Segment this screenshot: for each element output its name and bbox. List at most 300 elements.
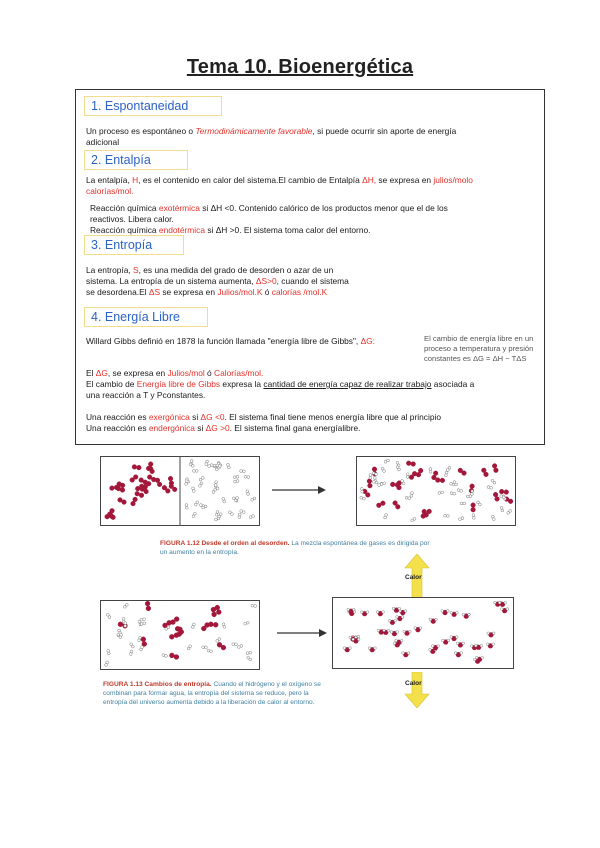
hydrogen-molecule: [123, 605, 126, 608]
oxygen-molecule: [201, 626, 206, 631]
grey-molecule: [246, 490, 249, 493]
grey-molecule: [242, 511, 245, 514]
water-hydrogen: [486, 643, 489, 646]
water-hydrogen: [366, 611, 369, 614]
grey-molecule: [222, 497, 225, 500]
oxygen-molecule: [146, 606, 151, 611]
water-hydrogen: [456, 611, 459, 614]
hydrogen-molecule: [187, 647, 190, 650]
grey-molecule: [215, 468, 218, 471]
water-hydrogen: [441, 610, 444, 613]
grey-molecule: [383, 470, 386, 473]
red-molecule: [110, 486, 115, 491]
grey-molecule: [373, 480, 376, 483]
section-heading-entalpia: 2. Entalpía: [84, 150, 188, 170]
hydrogen-molecule: [205, 646, 208, 649]
water-hydrogen: [376, 611, 379, 614]
water-hydrogen: [349, 636, 352, 639]
water-hydrogen: [398, 607, 401, 610]
water-hydrogen: [396, 616, 399, 619]
water-hydrogen: [435, 618, 438, 621]
grey-molecule: [487, 486, 490, 489]
grey-molecule: [502, 496, 505, 499]
grey-molecule: [223, 500, 226, 503]
hydrogen-molecule: [143, 618, 146, 621]
red-molecule: [132, 465, 137, 470]
hydrogen-molecule: [246, 652, 249, 655]
grey-molecule: [185, 504, 188, 507]
figure-1-13-caption: FIGURA 1.13 Cambios de entropía. Cuando el hidrógeno y el oxígeno se combinan para formar agua, la entropía del sistema se reduce, pero la entropía del universo aumenta debido a la liberación de calor al entorno.: [103, 681, 321, 706]
red-molecule: [135, 486, 140, 491]
red-molecule: [366, 493, 371, 498]
grey-molecule: [450, 492, 453, 495]
red-molecule: [168, 476, 173, 481]
oxygen-molecule: [145, 601, 150, 606]
red-molecule: [495, 497, 500, 502]
hydrogen-molecule: [251, 604, 254, 607]
water-hydrogen: [462, 613, 465, 616]
grey-molecule: [380, 483, 383, 486]
water-hydrogen: [404, 610, 407, 613]
water-hydrogen: [352, 638, 355, 641]
grey-molecule: [360, 496, 363, 499]
grey-molecule: [492, 518, 495, 521]
water-hydrogen: [368, 647, 371, 650]
red-molecule: [471, 503, 476, 508]
water-hydrogen: [470, 645, 473, 648]
grey-molecule: [191, 465, 194, 468]
grey-molecule: [405, 496, 408, 499]
hydrogen-molecule: [139, 636, 142, 639]
grey-molecule: [384, 516, 387, 519]
red-molecule: [122, 500, 127, 505]
water-hydrogen: [396, 631, 399, 634]
grey-molecule: [410, 494, 413, 497]
water-hydrogen: [481, 656, 484, 659]
red-molecule: [432, 475, 437, 480]
entalpia-reactions: Reacción química exotérmica si ΔH <0. Contenido calórico de los productos menor que el de los reactivos. Libera calor. Reacción química endotérmica si ΔH >0. El sistema toma calor del entorno.: [90, 203, 448, 235]
grey-molecule: [240, 470, 243, 473]
grey-molecule: [438, 492, 441, 495]
water-hydrogen: [347, 608, 350, 611]
grey-molecule: [192, 487, 195, 490]
water-hydrogen: [506, 608, 509, 611]
water-hydrogen: [494, 601, 497, 604]
grey-molecule: [185, 506, 188, 509]
heat-label-up: Calor: [405, 574, 422, 581]
oxygen-molecule: [163, 623, 168, 628]
grey-molecule: [228, 466, 231, 469]
hydrogen-molecule: [107, 649, 110, 652]
hydrogen-molecule: [120, 633, 123, 636]
hydrogen-molecule: [237, 646, 240, 649]
red-molecule: [508, 499, 513, 504]
hydrogen-molecule: [138, 639, 141, 642]
grey-molecule: [493, 481, 496, 484]
grey-molecule: [429, 470, 432, 473]
water-hydrogen: [343, 647, 346, 650]
red-molecule: [133, 497, 138, 502]
water-hydrogen: [414, 627, 417, 630]
water-hydrogen: [429, 618, 432, 621]
page-title: Tema 10. Bioenergética: [186, 56, 414, 78]
oxygen-molecule: [170, 653, 175, 658]
grey-molecule: [233, 476, 236, 479]
red-molecule: [471, 507, 476, 512]
water-hydrogen: [462, 642, 465, 645]
energia-libre-gibbs: Willard Gibbs definió en 1878 la función llamada "energía libre de Gibbs", ΔG:: [86, 336, 376, 346]
red-molecule: [139, 493, 144, 498]
hydrogen-molecule: [124, 625, 127, 628]
grey-molecule: [375, 473, 378, 476]
hydrogen-molecule: [232, 643, 235, 646]
water-hydrogen: [475, 644, 478, 647]
grey-molecule: [459, 518, 462, 521]
red-molecule: [492, 464, 497, 469]
hydrogen-molecule: [117, 633, 120, 636]
water-hydrogen: [393, 642, 396, 645]
water-hydrogen: [374, 647, 377, 650]
grey-molecule: [450, 482, 453, 485]
grey-molecule: [471, 493, 474, 496]
grey-molecule: [199, 484, 202, 487]
red-molecule: [166, 489, 171, 494]
hydrogen-molecule: [249, 658, 252, 661]
oxygen-molecule: [212, 612, 217, 617]
red-molecule: [396, 505, 401, 510]
red-molecule: [169, 481, 174, 486]
grey-molecule: [408, 497, 411, 500]
grey-molecule: [213, 464, 216, 467]
red-molecule: [494, 468, 499, 473]
water-hydrogen: [450, 636, 453, 639]
water-hydrogen: [399, 610, 402, 613]
red-molecule: [433, 471, 438, 476]
grey-molecule: [208, 465, 211, 468]
water-hydrogen: [442, 639, 445, 642]
hydrogen-molecule: [216, 640, 219, 643]
grey-molecule: [384, 460, 387, 463]
grey-molecule: [361, 490, 364, 493]
gibbs-equation-note: El cambio de energía libre en un proceso a temperatura y presión constantes es ΔG = ΔH − TΔS: [424, 334, 534, 363]
grey-molecule: [445, 471, 448, 474]
red-molecule: [422, 509, 427, 514]
water-hydrogen: [407, 652, 410, 655]
grey-molecule: [373, 477, 376, 480]
oxygen-molecule: [221, 645, 226, 650]
oxygen-molecule: [178, 627, 183, 632]
grey-molecule: [360, 487, 363, 490]
grey-molecule: [195, 470, 198, 473]
red-molecule: [411, 462, 416, 467]
red-molecule: [150, 469, 155, 474]
red-molecule: [117, 482, 122, 487]
water-hydrogen: [377, 629, 380, 632]
oxygen-molecule: [177, 632, 182, 637]
grey-molecule: [215, 481, 218, 484]
red-molecule: [395, 483, 400, 488]
water-hydrogen: [487, 632, 490, 635]
grey-molecule: [471, 490, 474, 493]
hydrogen-molecule: [129, 653, 132, 656]
grey-molecule: [402, 482, 405, 485]
hydrogen-molecule: [105, 664, 108, 667]
figure-1-12-after: [356, 456, 516, 526]
grey-molecule: [215, 518, 218, 521]
grey-molecule: [463, 502, 466, 505]
section-heading-espontaneidad: 1. Espontaneidad: [84, 96, 222, 116]
grey-molecule: [231, 513, 234, 516]
hydrogen-molecule: [122, 617, 125, 620]
red-molecule: [144, 489, 149, 494]
red-molecule: [368, 483, 373, 488]
red-molecule: [440, 478, 445, 483]
grey-molecule: [202, 506, 205, 509]
grey-molecule: [185, 480, 188, 483]
grey-molecule: [238, 513, 241, 516]
figure-1-13-before: [100, 600, 260, 670]
grey-molecule: [251, 498, 254, 501]
oxygen-molecule: [171, 620, 176, 625]
grey-molecule: [216, 511, 219, 514]
red-molecule: [409, 475, 414, 480]
grey-molecule: [234, 499, 237, 502]
water-hydrogen: [456, 642, 459, 645]
water-hydrogen: [480, 644, 483, 647]
espontaneidad-text: Un proceso es espontáneo o Termodinámicamente favorable, si puede ocurrir sin aporte de energía adicional: [86, 126, 457, 147]
grey-molecule: [375, 481, 378, 484]
grey-molecule: [238, 516, 241, 519]
grey-molecule: [444, 514, 447, 517]
section-heading-entropia: 3. Entropía: [84, 235, 184, 255]
oxygen-molecule: [209, 622, 214, 627]
grey-molecule: [445, 474, 448, 477]
hydrogen-molecule: [140, 648, 143, 651]
water-hydrogen: [447, 639, 450, 642]
grey-molecule: [472, 517, 475, 520]
water-hydrogen: [394, 619, 397, 622]
water-hydrogen: [382, 611, 385, 614]
grey-molecule: [247, 493, 250, 496]
red-molecule: [390, 482, 395, 487]
red-molecule: [116, 486, 121, 491]
grey-molecule: [193, 470, 196, 473]
red-molecule: [372, 467, 377, 472]
oxygen-molecule: [174, 655, 179, 660]
water-hydrogen: [419, 627, 422, 630]
red-molecule: [111, 515, 116, 520]
hydrogen-molecule: [223, 625, 226, 628]
grey-molecule: [216, 464, 219, 467]
red-molecule: [418, 468, 423, 473]
grey-molecule: [490, 486, 493, 489]
water-hydrogen: [383, 629, 386, 632]
water-hydrogen: [390, 631, 393, 634]
grey-molecule: [215, 513, 218, 516]
oxygen-molecule: [216, 610, 221, 615]
energia-libre-reactions: Una reacción es exergónica si ΔG <0. El sistema final tiene menos energía libre que al principio Una reacción es endergónica si ΔG >0. El sistema final gana energíalibre.: [86, 412, 442, 433]
grey-molecule: [243, 470, 246, 473]
water-hydrogen: [349, 647, 352, 650]
oxygen-molecule: [169, 634, 174, 639]
grey-molecule: [192, 490, 195, 493]
grey-molecule: [455, 483, 458, 486]
grey-molecule: [244, 475, 247, 478]
entalpia-text: La entalpía, H, es el contenido en calor del sistema.El cambio de Entalpía ΔH, se expresa en julios/molo calorías/mol.: [86, 175, 473, 196]
hydrogen-molecule: [249, 651, 252, 654]
figure-1-12-arrow: [272, 484, 326, 496]
hydrogen-molecule: [162, 654, 165, 657]
water-hydrogen: [431, 645, 434, 648]
figure-1-13-after: [332, 597, 514, 669]
red-molecule: [484, 472, 489, 477]
red-molecule: [499, 489, 504, 494]
water-hydrogen: [492, 643, 495, 646]
grey-molecule: [234, 480, 237, 483]
red-molecule: [137, 465, 142, 470]
hydrogen-molecule: [140, 618, 143, 621]
grey-molecule: [501, 509, 504, 512]
red-molecule: [367, 479, 372, 484]
grey-molecule: [236, 475, 239, 478]
water-hydrogen: [493, 632, 496, 635]
red-molecule: [470, 484, 475, 489]
grey-molecule: [383, 482, 386, 485]
water-hydrogen: [387, 629, 390, 632]
hydrogen-molecule: [124, 622, 127, 625]
grey-molecule: [453, 492, 456, 495]
grey-molecule: [500, 506, 503, 509]
grey-molecule: [479, 503, 482, 506]
oxygen-molecule: [213, 622, 218, 627]
hydrogen-molecule: [107, 652, 110, 655]
hydrogen-molecule: [131, 645, 134, 648]
water-hydrogen: [357, 635, 360, 638]
oxygen-molecule: [118, 622, 123, 627]
grey-molecule: [190, 460, 193, 463]
water-hydrogen: [402, 652, 405, 655]
grey-molecule: [199, 478, 202, 481]
water-hydrogen: [504, 601, 507, 604]
grey-molecule: [206, 460, 209, 463]
water-hydrogen: [388, 619, 391, 622]
grey-molecule: [411, 492, 414, 495]
grey-molecule: [472, 514, 475, 517]
hydrogen-molecule: [140, 623, 143, 626]
red-molecule: [131, 501, 136, 506]
grey-molecule: [369, 474, 372, 477]
water-hydrogen: [392, 607, 395, 610]
water-hydrogen: [454, 652, 457, 655]
red-molecule: [504, 490, 509, 495]
grey-molecule: [249, 516, 252, 519]
entropia-text: La entropía, S, es una medida del grado de desorden o azar de un sistema. La entropía de un sistema aumenta, ΔS>0, cuando el sistema se desordena.El ΔS se expresa en Julios/mol.K ó calorías /mol.K: [86, 265, 349, 297]
water-hydrogen: [450, 611, 453, 614]
red-molecule: [135, 491, 140, 496]
hydrogen-molecule: [254, 605, 257, 608]
red-molecule: [172, 487, 177, 492]
energia-libre-text: El ΔG, se expresa en Julios/mol ó Calorías/mol. El cambio de Energía libre de Gibbs expresa la cantidad de energía capaz de realizar trabajo asociada a una reacción a T y Pconstantes.: [86, 368, 475, 400]
hydrogen-molecule: [130, 650, 133, 653]
figure-1-13-arrow: [277, 627, 327, 639]
hydrogen-molecule: [210, 650, 213, 653]
water-hydrogen: [395, 639, 398, 642]
grey-molecule: [406, 473, 409, 476]
grey-molecule: [205, 463, 208, 466]
grey-molecule: [457, 489, 460, 492]
water-hydrogen: [468, 613, 471, 616]
grey-molecule: [466, 495, 469, 498]
grey-molecule: [507, 512, 510, 515]
hydrogen-molecule: [235, 643, 238, 646]
water-hydrogen: [403, 630, 406, 633]
grey-molecule: [406, 476, 409, 479]
red-molecule: [421, 514, 426, 519]
red-molecule: [148, 462, 153, 467]
grey-molecule: [194, 503, 197, 506]
grey-molecule: [441, 491, 444, 494]
water-hydrogen: [401, 616, 404, 619]
grey-molecule: [227, 463, 230, 466]
water-hydrogen: [357, 638, 360, 641]
water-hydrogen: [361, 611, 364, 614]
oxygen-molecule: [215, 605, 220, 610]
figure-1-12-caption: FIGURA 1.12 Desde el orden al desorden. La mezcla espontánea de gases es dirigida por un aumento en la entropía.: [160, 540, 430, 556]
grey-molecule: [236, 480, 239, 483]
hydrogen-molecule: [143, 622, 146, 625]
water-hydrogen: [460, 652, 463, 655]
grey-molecule: [369, 476, 372, 479]
grey-molecule: [192, 515, 195, 518]
grey-molecule: [247, 476, 250, 479]
water-hydrogen: [353, 608, 356, 611]
grey-molecule: [460, 490, 463, 493]
hydrogen-molecule: [202, 646, 205, 649]
red-molecule: [462, 471, 467, 476]
water-hydrogen: [429, 648, 432, 651]
red-molecule: [482, 468, 487, 473]
grey-molecule: [185, 483, 188, 486]
heat-label-down: Calor: [405, 680, 422, 687]
water-hydrogen: [400, 639, 403, 642]
hydrogen-molecule: [165, 655, 168, 658]
water-hydrogen: [447, 610, 450, 613]
hydrogen-molecule: [165, 628, 168, 631]
water-hydrogen: [456, 636, 459, 639]
grey-molecule: [363, 497, 366, 500]
red-molecule: [493, 492, 498, 497]
red-molecule: [157, 482, 162, 487]
water-hydrogen: [475, 656, 478, 659]
grey-molecule: [446, 515, 449, 518]
grey-molecule: [212, 491, 215, 494]
water-hydrogen: [409, 630, 412, 633]
water-hydrogen: [437, 645, 440, 648]
hydrogen-molecule: [207, 649, 210, 652]
grey-molecule: [398, 468, 401, 471]
water-hydrogen: [501, 608, 504, 611]
grey-molecule: [460, 502, 463, 505]
figure-1-12-before: [100, 456, 260, 526]
water-hydrogen: [498, 601, 501, 604]
grey-molecule: [411, 519, 414, 522]
red-molecule: [377, 503, 382, 508]
hydrogen-molecule: [108, 616, 111, 619]
grey-molecule: [429, 468, 432, 471]
hydrogen-molecule: [191, 626, 194, 629]
grey-molecule: [214, 484, 217, 487]
hydrogen-molecule: [244, 622, 247, 625]
